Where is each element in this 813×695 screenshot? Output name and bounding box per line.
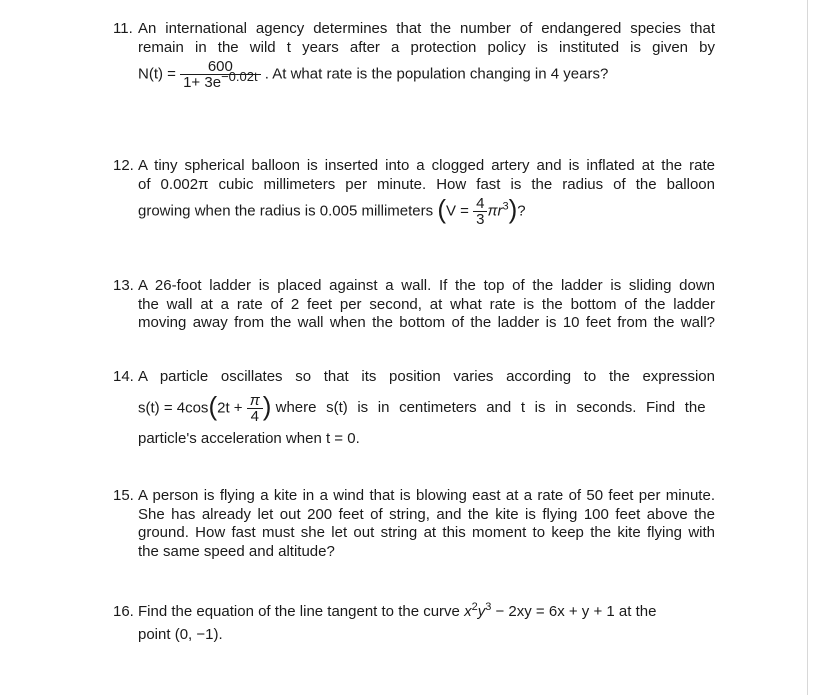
problem-text-line: particle's acceleration when t = 0. xyxy=(138,429,360,447)
formula-line xyxy=(138,59,715,90)
formula-line xyxy=(138,603,715,622)
problem-text-line: A person is flying a kite in a wind that is blowing east at a rate of 50 feet per minute. xyxy=(138,487,715,504)
problem-text-line: the wall at a rate of 2 feet per second, at what rate is the bottom of the ladder xyxy=(138,295,715,313)
fraction xyxy=(180,59,260,90)
problem-16 xyxy=(113,603,715,644)
fraction-numerator: 600 xyxy=(207,58,233,75)
problem-text-line: the same speed and altitude? xyxy=(138,542,335,560)
fraction-numerator: π xyxy=(249,391,260,409)
problem-text-line: An international agency determines that the number of endangered species that xyxy=(138,20,715,37)
problem-text-line: A particle oscillates so that its position varies according to the expression xyxy=(138,368,715,385)
fraction-denominator xyxy=(180,69,260,91)
problem-text: growing when the radius is 0.005 millimeters xyxy=(138,202,434,220)
problem-text-line: She has already let out 200 feet of string, and the kite is flying 100 feet above the xyxy=(138,505,715,523)
formula-lhs: s(t) = 4cos xyxy=(138,398,209,416)
denominator-base: 1+ 3e xyxy=(183,74,222,91)
problem-15 xyxy=(113,487,715,561)
formula-lhs: V = xyxy=(445,202,469,220)
problem-number: 16. xyxy=(113,603,134,620)
problem-12 xyxy=(113,157,715,227)
curve-y: y xyxy=(477,603,486,620)
problem-text: where s(t) is in centimeters and t is in seconds. Find the xyxy=(275,398,706,416)
exponent: −0.02t xyxy=(221,69,258,84)
problem-number: 13. xyxy=(113,277,134,294)
problem-text-line: point (0, −1). xyxy=(138,625,223,643)
problem-number: 12. xyxy=(113,157,134,174)
curve-x: x xyxy=(464,603,472,620)
exponent: 2 xyxy=(471,601,478,613)
problem-text-line: A tiny spherical balloon is inserted into a clogged artery and is inflated at the rate xyxy=(138,157,715,174)
problem-text-line: of 0.002π cubic millimeters per minute. How fast is the radius of the balloon xyxy=(138,175,715,193)
exponent: 3 xyxy=(485,601,492,613)
exponent: 3 xyxy=(502,200,509,213)
formula-arg: 2t + xyxy=(217,398,243,416)
formula-term: πr xyxy=(487,202,503,220)
fraction-denominator: 4 xyxy=(247,408,263,424)
problem-text-line: remain in the wild t years after a protection policy is instituted is given by xyxy=(138,38,715,56)
question-mark: ? xyxy=(517,202,526,220)
problem-text-line: ground. How fast must she let out string at this moment to keep the kite flying with xyxy=(138,524,715,541)
curve-rest: − 2xy = 6x + y + 1 xyxy=(495,603,615,620)
problem-number: 15. xyxy=(113,487,134,504)
fraction-denominator: 3 xyxy=(473,211,487,227)
problem-text: Find the equation of the line tangent to the curve xyxy=(138,603,460,620)
problem-text-line: moving away from the wall when the bottom of the ladder is 10 feet from the wall? xyxy=(138,314,715,331)
question-text: . At what rate is the population changing in 4 years? xyxy=(264,65,609,83)
page-right-border xyxy=(807,0,808,695)
fraction xyxy=(247,393,263,424)
left-paren: ( xyxy=(208,390,218,421)
fraction-numerator: 4 xyxy=(476,195,485,212)
problem-number: 11. xyxy=(113,20,133,37)
left-paren: ( xyxy=(437,194,446,225)
fraction xyxy=(473,196,487,227)
problem-number: 14. xyxy=(113,368,134,385)
right-paren: ) xyxy=(508,194,518,225)
formula-line xyxy=(138,196,715,227)
right-paren: ) xyxy=(262,390,272,421)
problem-13 xyxy=(113,277,715,333)
problem-text: at the xyxy=(618,603,657,620)
problem-14 xyxy=(113,368,715,448)
formula-line xyxy=(138,390,715,425)
formula-lhs: N(t) = xyxy=(138,65,176,83)
problem-text-line: A 26-foot ladder is placed against a wall. If the top of the ladder is sliding down xyxy=(138,277,715,294)
problem-11 xyxy=(113,20,715,90)
